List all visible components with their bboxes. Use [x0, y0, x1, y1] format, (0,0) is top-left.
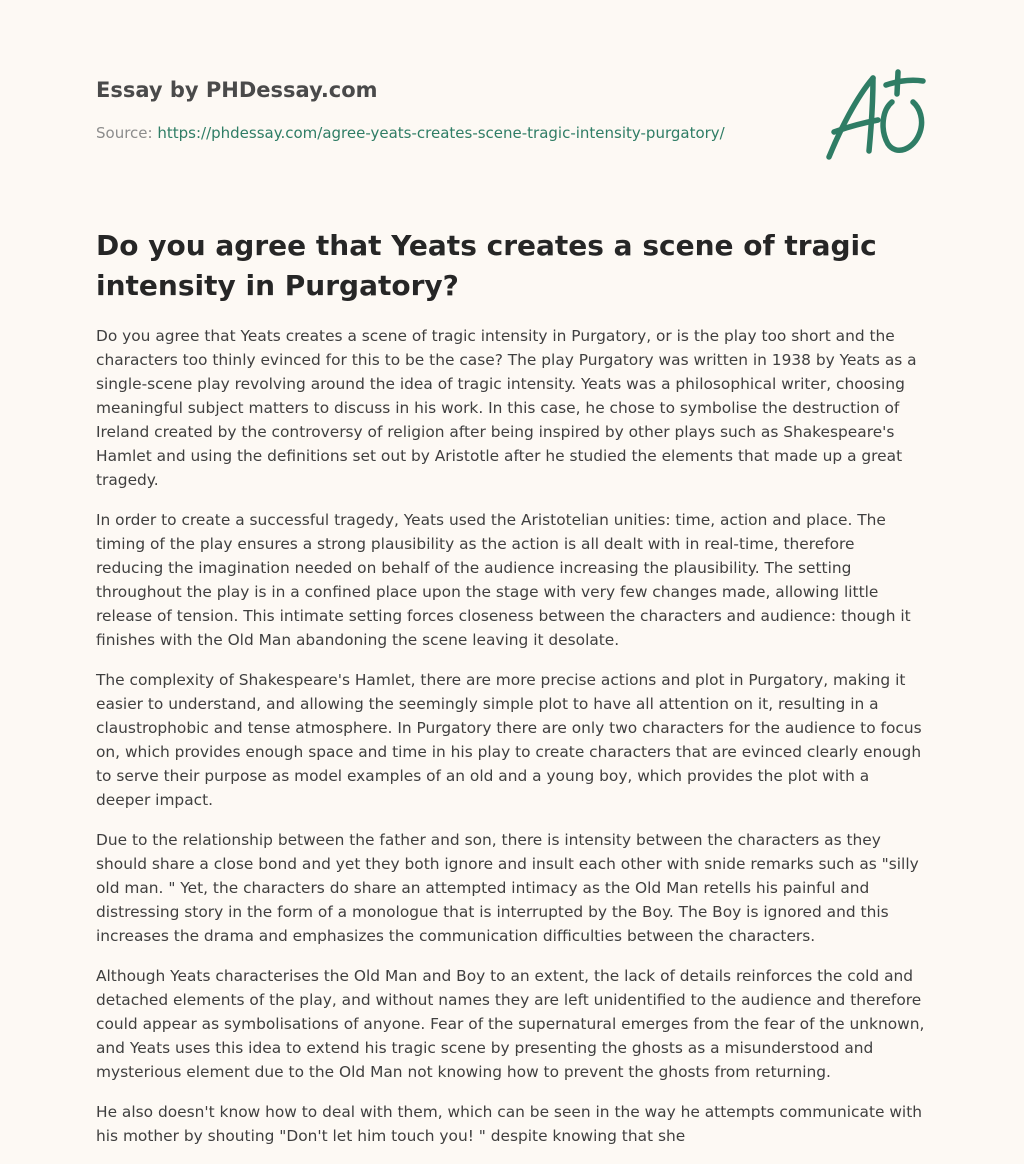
- source-line: [96, 123, 796, 143]
- essay-paragraph: Do you agree that Yeats creates a scene of tragic intensity in Purgatory, or is the play too short and the characters too thinly evinced for this to be the case? The play Purgatory was written in 1938 by Yeats as a single-scene play revolving around the idea of tragic intensity. Yeats was a philosophical writer, choosing meaningful subject matters to discuss in his work. In this case, he chose to symbolise the destruction of Ireland created by the controversy of religion after being inspired by other plays such as Shakespeare's Hamlet and using the definitions set out by Aristotle after he studied the elements that made up a great tragedy.: [96, 327, 917, 489]
- essay-body: [96, 324, 926, 1164]
- source-label: Source:: [96, 124, 153, 142]
- a-plus-logo-icon: [822, 64, 930, 168]
- page-header: [96, 76, 796, 143]
- essay-paragraph: The complexity of Shakespeare's Hamlet, there are more precise actions and plot in Purgatory, making it easier to understand, and allowing the seemingly simple plot to have all attention on it, resulting in a claustrophobic and tense atmosphere. In Purgatory there are only two characters for the audience to focus on, which provides enough space and time in his play to create characters that are evinced clearly enough to serve their purpose as model examples of an old and a young boy, which provides the plot with a deeper impact.: [96, 671, 922, 809]
- essay-paragraph: He also doesn't know how to deal with them, which can be seen in the way he attempts communicate with his mother by shouting "Don't let him touch you! " despite knowing that she: [96, 1103, 922, 1145]
- essay-paragraph: In order to create a successful tragedy, Yeats used the Aristotelian unities: time, action and place. The timing of the play ensures a strong plausibility as the action is all dealt with in real-time, therefore reducing the imagination needed on behalf of the audience increasing the plausibility. The setting throughout the play is in a confined place upon the stage with very few changes made, allowing little release of tension. This intimate setting forces closeness between the characters and audience: though it finishes with the Old Man abandoning the scene leaving it desolate.: [96, 511, 911, 649]
- source-link[interactable]: https://phdessay.com/agree-yeats-creates-scene-tragic-intensity-purgatory/: [157, 124, 725, 142]
- site-brand: Essay by PHDessay.com: [96, 78, 378, 102]
- essay-paragraph: Although Yeats characterises the Old Man and Boy to an extent, the lack of details reinforces the cold and detached elements of the play, and without names they are left unidentified to the audience and therefore could appear as symbolisations of anyone. Fear of the supernatural emerges from the fear of the unknown, and Yeats uses this idea to extend his tragic scene by presenting the ghosts as a misunderstood and mysterious element due to the Old Man not knowing how to prevent the ghosts from returning.: [96, 967, 925, 1081]
- essay-paragraph: Due to the relationship between the father and son, there is intensity between the characters as they should share a close bond and yet they both ignore and insult each other with snide remarks such as "silly old man. " Yet, the characters do share an attempted intimacy as the Old Man retells his painful and distressing story in the form of a monologue that is interrupted by the Boy. The Boy is ignored and this increases the drama and emphasizes the communication difficulties between the characters.: [96, 831, 919, 945]
- essay-title: Do you agree that Yeats creates a scene of tragic intensity in Purgatory?: [96, 229, 877, 302]
